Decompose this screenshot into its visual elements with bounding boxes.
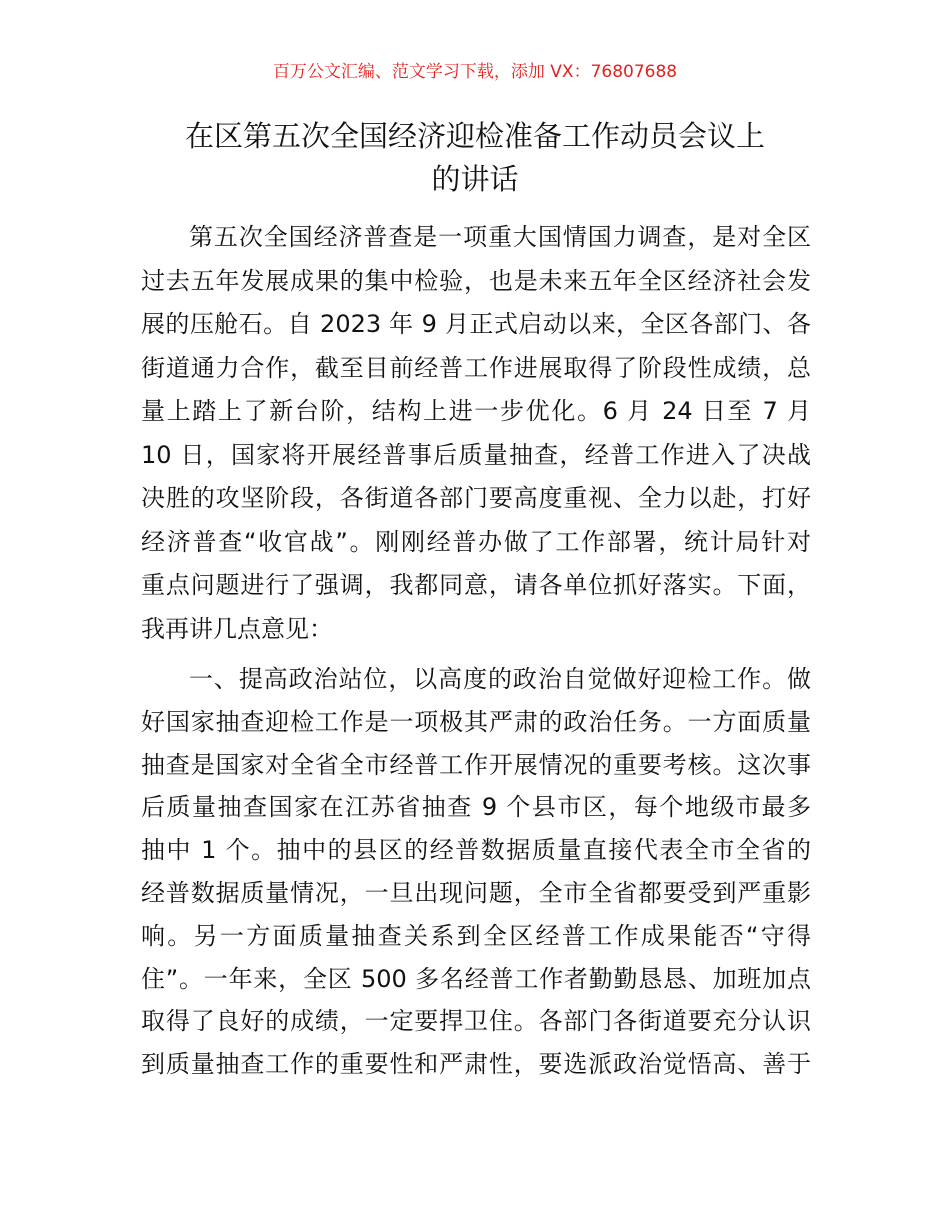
text-line: 第五次全国经济普查是一项重大国情国力调查，是对全区 [189, 223, 811, 251]
paragraph-section-one [141, 658, 811, 1086]
text-line: 后质量抽查国家在江苏省抽查 9 个县市区，每个地级市最多 [141, 793, 811, 822]
text-line: 经普数据质量情况，一旦出现问题，全市全省都要受到严重影 [141, 878, 811, 907]
text-line: 决胜的攻坚阶段，各街道各部门要高度重视、全力以赴，打好 [141, 484, 811, 512]
text-line: 取得了良好的成绩，一定要捍卫住。各部门各街道要充分认识 [141, 1007, 811, 1036]
text-line: 重点问题进行了强调，我都同意，请各单位抓好落实。下面， [141, 571, 811, 599]
text-line: 10 日，国家将开展经普事后质量抽查，经普工作进入了决战 [141, 440, 811, 469]
text-line: 住”。一年来，全区 500 多名经普工作者勤勤恳恳、加班加点 [141, 964, 811, 993]
text-line: 抽中 1 个。抽中的县区的经普数据质量直接代表全市全省的 [141, 836, 811, 865]
title-line: 的讲话 [431, 162, 519, 196]
watermark-notice: 百万公文汇编、范文学习下载，添加 VX：76807688 [272, 62, 678, 82]
text-line: 响。另一方面质量抽查关系到全区经普工作成果能否“守得 [141, 921, 811, 950]
text-line: 到质量抽查工作的重要性和严肃性，要选派政治觉悟高、善于 [141, 1050, 811, 1079]
text-line: 展的压舱石。自 2023 年 9 月正式启动以来，全区各部门、各 [141, 310, 811, 338]
text-line: 一、提高政治站位，以高度的政治自觉做好迎检工作。做 [189, 665, 811, 693]
text-line: 街道通力合作，截至目前经普工作进展取得了阶段性成绩，总 [141, 353, 811, 382]
text-line: 过去五年发展成果的集中检验，也是未来五年全区经济社会发 [141, 266, 811, 295]
document-title [100, 115, 850, 201]
text-line: 量上踏上了新台阶，结构上进一步优化。6 月 24 日至 7 月 [141, 397, 811, 425]
text-line: 经济普查“收官战”。刚刚经普办做了工作部署，统计局针对 [141, 527, 811, 556]
text-line: 我再讲几点意见： [141, 614, 333, 643]
paragraph-intro [141, 216, 811, 651]
title-line: 在区第五次全国经济迎检准备工作动员会议上 [184, 119, 765, 153]
text-line: 抽查是国家对全省全市经普工作开展情况的重要考核。这次事 [141, 750, 811, 779]
text-line: 好国家抽查迎检工作是一项极其严肃的政治任务。一方面质量 [141, 707, 811, 736]
